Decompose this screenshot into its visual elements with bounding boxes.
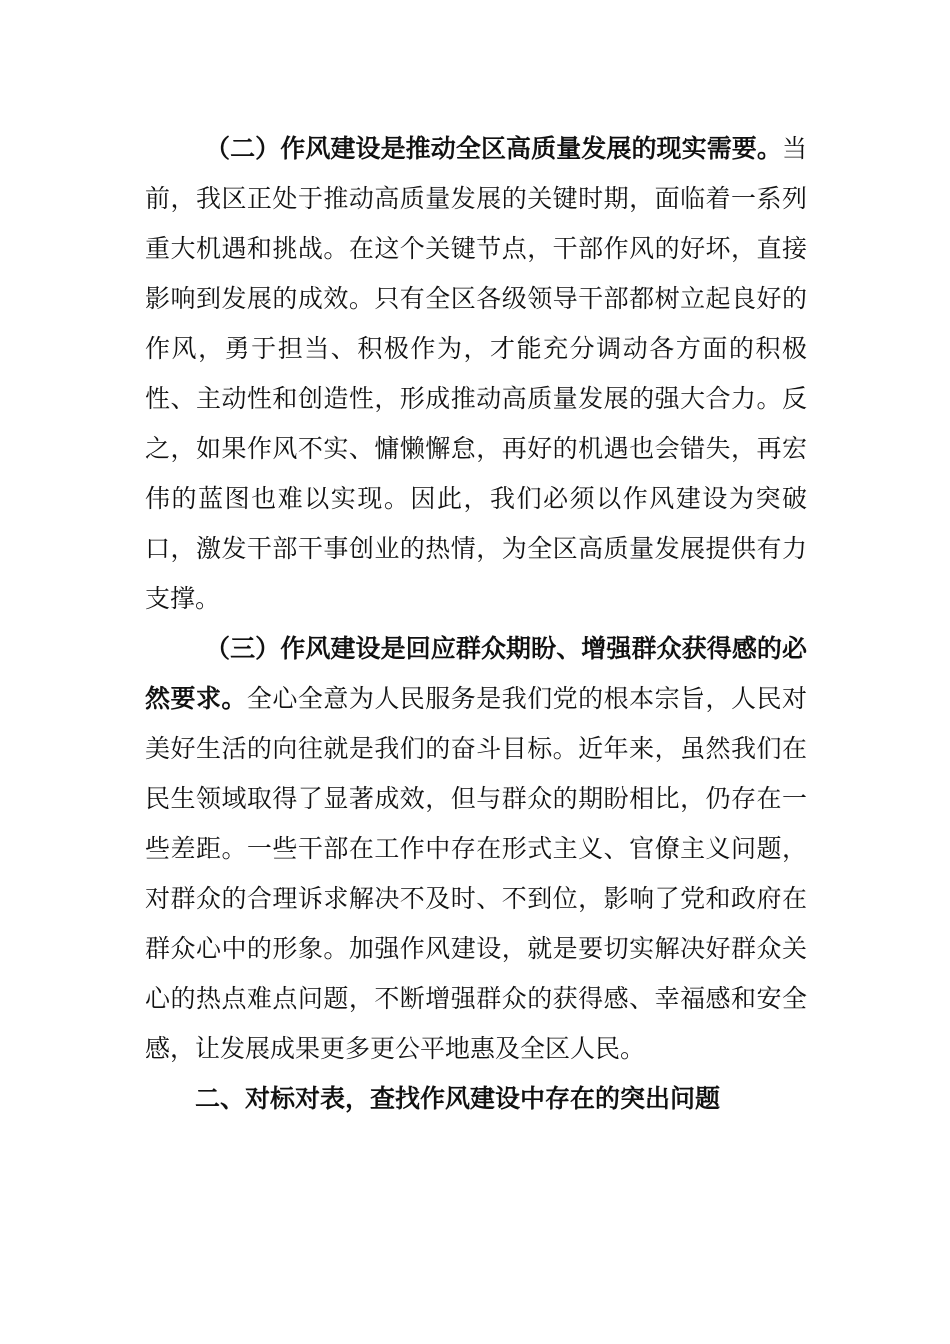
section-3-body: 全心全意为人民服务是我们党的根本宗旨，人民对美好生活的向往就是我们的奋斗目标。近年来，虽然我们在民生领域取得了显著成效，但与群众的期盼相比，仍存在一些差距。一些干部在工作中存在形式主义、官僚主义问题，对群众的合理诉求解决不及时、不到位，影响了党和政府在群众心中的形象。加强作风建设，就是要切实解决好群众关心的热点难点问题，不断增强群众的获得感、幸福感和安全感，让发展成果更多更公平地惠及全区人民。 [145,684,807,1063]
section-heading: 二、对标对表，查找作风建设中存在的突出问题 [195,1084,721,1113]
paragraph-section-2 [145,124,807,624]
paragraph-section-3 [145,624,807,1074]
document-page [145,124,807,1124]
section-3-lead: （三）作风建设是回应群众期盼、增强群众获得感的必然要求。 [145,634,807,713]
section-2-body: 当前，我区正处于推动高质量发展的关键时期，面临着一系列重大机遇和挑战。在这个关键节点，干部作风的好坏，直接影响到发展的成效。只有全区各级领导干部都树立起良好的作风，勇于担当、积极作为，才能充分调动各方面的积极性、主动性和创造性，形成推动高质量发展的强大合力。反之，如果作风不实、慵懒懈怠，再好的机遇也会错失，再宏伟的蓝图也难以实现。因此，我们必须以作风建设为突破口，激发干部干事创业的热情，为全区高质量发展提供有力支撑。 [145,134,807,613]
section-2-lead: （二）作风建设是推动全区高质量发展的现实需要。 [205,134,782,163]
